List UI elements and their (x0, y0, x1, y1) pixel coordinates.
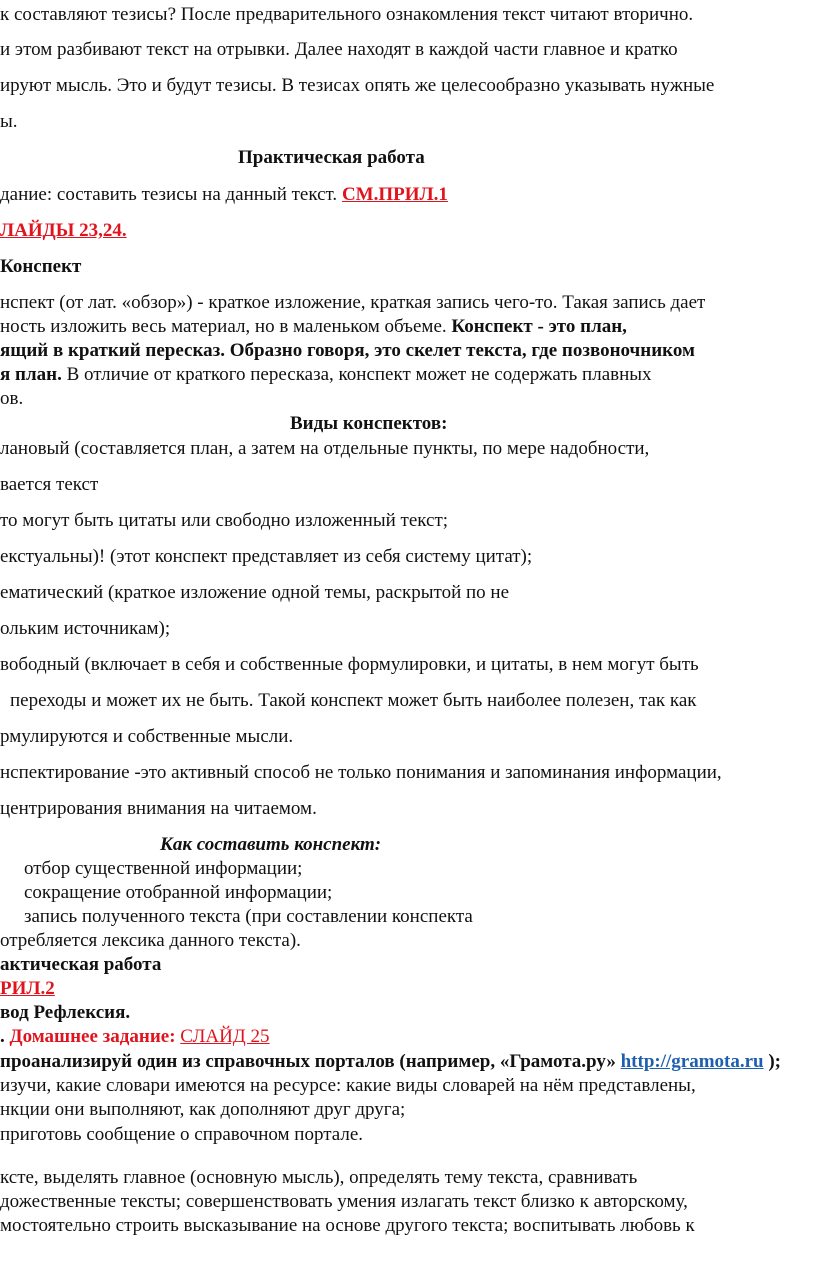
bold-span: я план. (0, 364, 62, 385)
paragraph-line: ы. (0, 111, 18, 132)
homework-line: нкции они выполняют, как дополняют друг друга; (0, 1099, 406, 1120)
homework-text-end: ); (768, 1051, 782, 1072)
homework-heading (0, 1026, 270, 1048)
homework-text: проанализируй один из справочных порталов (например, «Грамота.ру» (0, 1051, 616, 1072)
paragraph-line: дожественные тексты; совершенствовать умения излагать текст близко к авторскому, (0, 1191, 688, 1212)
list-line: рмулируются и собственные мысли. (0, 726, 294, 747)
text-span: В отличие от краткого пересказа, конспект может не содержать плавных (66, 364, 652, 385)
list-line: ольким источникам); (0, 618, 171, 639)
list-item: сокращение отобранной информации; (24, 882, 333, 903)
appendix-link[interactable]: РИЛ.2 (0, 978, 55, 999)
section-heading: Практическая работа (238, 147, 425, 168)
paragraph-line: и этом разбивают текст на отрывки. Далее находят в каждой части главное и кратко (0, 39, 678, 60)
text-span: ность изложить весь материал, но в маленьком объеме. (0, 316, 447, 337)
paragraph-line: к составляют тезисы? После предварительного ознакомления текст читают вторично. (0, 4, 694, 25)
list-item: отбор существенной информации; (24, 858, 303, 879)
homework-line: приготовь сообщение о справочном портале. (0, 1124, 364, 1145)
homework-label: Домашнее задание: (9, 1026, 176, 1047)
homework-line (0, 1051, 781, 1073)
paragraph-line (0, 364, 652, 386)
homework-slide-link[interactable]: СЛАЙД 25 (180, 1026, 270, 1047)
slides-reference: ЛАЙДЫ 23,24. (0, 220, 127, 241)
gramota-link[interactable]: http://gramota.ru (620, 1051, 764, 1072)
section-heading: Виды конспектов: (290, 413, 448, 434)
section-heading: Как составить конспект: (160, 834, 382, 855)
list-line: вается текст (0, 474, 99, 495)
list-line: екстуальны)! (этот конспект представляет из себя систему цитат); (0, 546, 533, 567)
paragraph-line: ируют мысль. Это и будут тезисы. В тезисах опять же целесообразно указывать нужные (0, 75, 715, 96)
list-line: вободный (включает в себя и собственные формулировки, и цитаты, в нем могут быть (0, 654, 699, 675)
section-heading: актическая работа (0, 954, 162, 975)
paragraph-line: нспект (от лат. «обзор») - краткое изложение, краткая запись чего-то. Такая запись дает (0, 292, 706, 313)
list-line: лановый (составляется план, а затем на отдельные пункты, по мере надобности, (0, 438, 650, 459)
list-line: переходы и может их не быть. Такой конспект может быть наиболее полезен, так как (10, 690, 697, 711)
task-line (0, 184, 448, 206)
list-line: ематический (краткое изложение одной темы, раскрытой по не (0, 582, 510, 603)
list-line: центрирования внимания на читаемом. (0, 798, 317, 819)
list-line: отребляется лексика данного текста). (0, 930, 301, 951)
appendix-link[interactable]: СМ.ПРИЛ.1 (341, 184, 448, 205)
homework-line: изучи, какие словари имеются на ресурсе: какие виды словарей на нём представлены, (0, 1075, 696, 1096)
section-heading: Конспект (0, 256, 82, 277)
paragraph-line (0, 316, 627, 338)
paragraph-line: ов. (0, 388, 24, 409)
task-text: дание: составить тезисы на данный текст. (0, 184, 338, 205)
bold-span: Конспект - это план, (451, 316, 627, 337)
paragraph-line: ящий в краткий пересказ. Образно говоря, это скелет текста, где позвоночником (0, 340, 695, 361)
number-suffix: . (0, 1026, 5, 1047)
list-item: запись полученного текста (при составлении конспекта (24, 906, 473, 927)
list-line: нспектирование -это активный способ не только понимания и запоминания информации, (0, 762, 722, 783)
paragraph-line: ксте, выделять главное (основную мысль), определять тему текста, сравнивать (0, 1167, 638, 1188)
paragraph-line: мостоятельно строить высказывание на основе другого текста; воспитывать любовь к (0, 1215, 695, 1236)
list-line: то могут быть цитаты или свободно изложенный текст; (0, 510, 449, 531)
conclusion-heading: вод Рефлексия. (0, 1002, 131, 1023)
